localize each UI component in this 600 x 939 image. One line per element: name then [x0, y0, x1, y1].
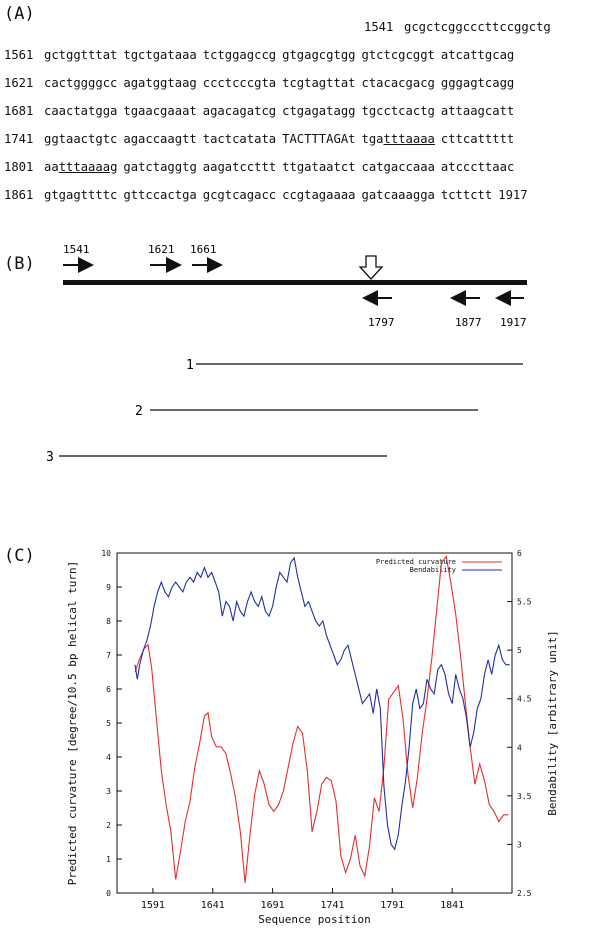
y-left-tick-label: 5: [106, 719, 111, 728]
curvature-chart: [0, 539, 600, 939]
sequence-chunk: tgaacgaaat: [123, 104, 197, 118]
sequence-chunk: tcgtagttat: [282, 76, 356, 90]
sequence-chunk: cactggggcc: [44, 76, 118, 90]
primer-label-1877: 1877: [455, 316, 482, 329]
primer-label-1541: 1541: [63, 243, 90, 256]
sequence-chunk: cttcattttt: [440, 132, 515, 146]
sequence-line-1561: [4, 48, 520, 62]
sequence-chunk: caactatgga: [44, 104, 118, 118]
sequence-chunk: gtgagttttc: [44, 188, 118, 202]
sequence-chunk: aagatccttt: [202, 160, 277, 174]
sequence-chunk: gctggtttat: [44, 48, 118, 62]
panel-c-label: (C): [4, 546, 35, 566]
sequence-chunk: gggagtcagg: [440, 76, 515, 90]
sequence-chunk: attaagcatt: [440, 104, 515, 118]
underlined-motif: tttaaaa: [383, 132, 435, 146]
sequence-chunk: gttccactga: [123, 188, 197, 202]
y-axis-left-label: Predicted curvature [degree/10.5 bp helical turn]: [66, 560, 79, 886]
sequence-chunk: tcttctt: [440, 188, 493, 202]
y-left-tick-label: 4: [106, 753, 111, 762]
fragment-label-1: 1: [186, 358, 194, 373]
y-right-tick-label: 5.5: [517, 597, 532, 607]
open-arrow-marker: [360, 256, 382, 279]
sequence-line-1861: [4, 188, 528, 202]
y-right-tick-label: 2.5: [517, 889, 532, 898]
y-right-tick-label: 5: [517, 646, 522, 656]
sequence-chunk: agaccaagtt: [123, 132, 197, 146]
series-line-curvature: [135, 556, 508, 882]
primer-map: [0, 238, 600, 458]
sequence-chunk: TACTTTAGAt: [282, 132, 356, 146]
sequence-position: 1681: [4, 104, 34, 118]
fragment-label-2: 2: [135, 404, 143, 419]
y-left-tick-label: 6: [106, 685, 111, 694]
y-left-tick-label: 1: [106, 855, 111, 864]
x-tick-label: 1591: [140, 900, 165, 911]
sequence-chunk: tctggagccg: [202, 48, 277, 62]
sequence-chunk: gatctaggtg: [123, 160, 197, 174]
sequence-chunk: ttgataatct: [282, 160, 356, 174]
plot-frame: [117, 553, 512, 893]
x-axis-label: Sequence position: [258, 913, 371, 926]
sequence-chunk: gtctcgcggt: [361, 48, 435, 62]
sequence-line-1621: [4, 76, 520, 90]
x-tick-label: 1741: [320, 900, 345, 911]
primer-label-1797: 1797: [368, 316, 395, 329]
fragment-label-3-visible: 3: [46, 450, 54, 465]
sequence-chunk: ctacacgacg: [361, 76, 435, 90]
sequence-chunk: gcgctcggcccttccggctg: [404, 20, 551, 34]
y-right-tick-label: 3.5: [517, 791, 532, 801]
y-right-tick-label: 4.5: [517, 694, 532, 704]
y-axis-right-label: Bendability [arbitrary unit]: [546, 630, 559, 816]
sequence-line-1801: [4, 160, 520, 174]
sequence-chunk: ccctcccgta: [202, 76, 277, 90]
y-left-tick-label: 7: [106, 651, 111, 660]
sequence-position: 1741: [4, 132, 34, 146]
sequence-chunk: atcattgcag: [440, 48, 515, 62]
y-left-tick-label: 10: [101, 549, 111, 558]
primer-label-1917: 1917: [500, 316, 527, 329]
panel-a-label: (A): [4, 4, 35, 24]
y-left-tick-label: 2: [106, 821, 111, 830]
sequence-chunk: gtgagcgtgg: [282, 48, 356, 62]
sequence-chunk: tgatttaaaa: [361, 132, 435, 146]
sequence-chunk: ctgagatagg: [282, 104, 356, 118]
y-right-tick-label: 4: [517, 743, 522, 753]
sequence-line-1541: [364, 20, 557, 34]
sequence-bar: [63, 280, 527, 285]
sequence-position: 1541: [364, 20, 394, 34]
x-tick-label: 1841: [440, 900, 465, 911]
x-tick-label: 1791: [380, 900, 405, 911]
y-left-tick-label: 3: [106, 787, 111, 796]
primer-label-1621: 1621: [148, 243, 175, 256]
sequence-chunk: ccgtagaaaa: [282, 188, 356, 202]
sequence-position: 1861: [4, 188, 34, 202]
x-tick-label: 1641: [200, 900, 225, 911]
sequence-chunk: catgaccaaa: [361, 160, 435, 174]
sequence-chunk: agatggtaag: [123, 76, 197, 90]
sequence-chunk: aatttaaaag: [44, 160, 118, 174]
y-left-tick-label: 8: [106, 617, 111, 626]
y-left-tick-label: 9: [106, 583, 111, 592]
sequence-position: 1801: [4, 160, 34, 174]
sequence-line-1741: [4, 132, 520, 146]
fragment-3-row: [0, 445, 600, 475]
legend-label-bendability: Bendability: [409, 566, 456, 574]
sequence-end-position: 1917: [498, 188, 528, 202]
sequence-chunk: tgctgataaa: [123, 48, 197, 62]
panel-b-label: (B): [4, 254, 35, 274]
sequence-chunk: gatcaaagga: [361, 188, 435, 202]
sequence-chunk: tactcatata: [202, 132, 277, 146]
y-right-tick-label: 6: [517, 549, 522, 558]
y-left-tick-label: 0: [106, 889, 111, 898]
underlined-motif: tttaaaa: [58, 160, 111, 174]
sequence-chunk: atcccttaac: [440, 160, 515, 174]
sequence-chunk: agacagatcg: [202, 104, 277, 118]
y-right-tick-label: 3: [517, 840, 522, 850]
sequence-chunk: ggtaactgtc: [44, 132, 118, 146]
primer-label-1661: 1661: [190, 243, 217, 256]
sequence-chunk: gcgtcagacc: [202, 188, 277, 202]
sequence-line-1681: [4, 104, 520, 118]
x-tick-label: 1691: [260, 900, 285, 911]
legend-label-curvature: Predicted curvature: [375, 558, 456, 566]
sequence-chunk: tgcctcactg: [361, 104, 435, 118]
sequence-position: 1621: [4, 76, 34, 90]
sequence-position: 1561: [4, 48, 34, 62]
